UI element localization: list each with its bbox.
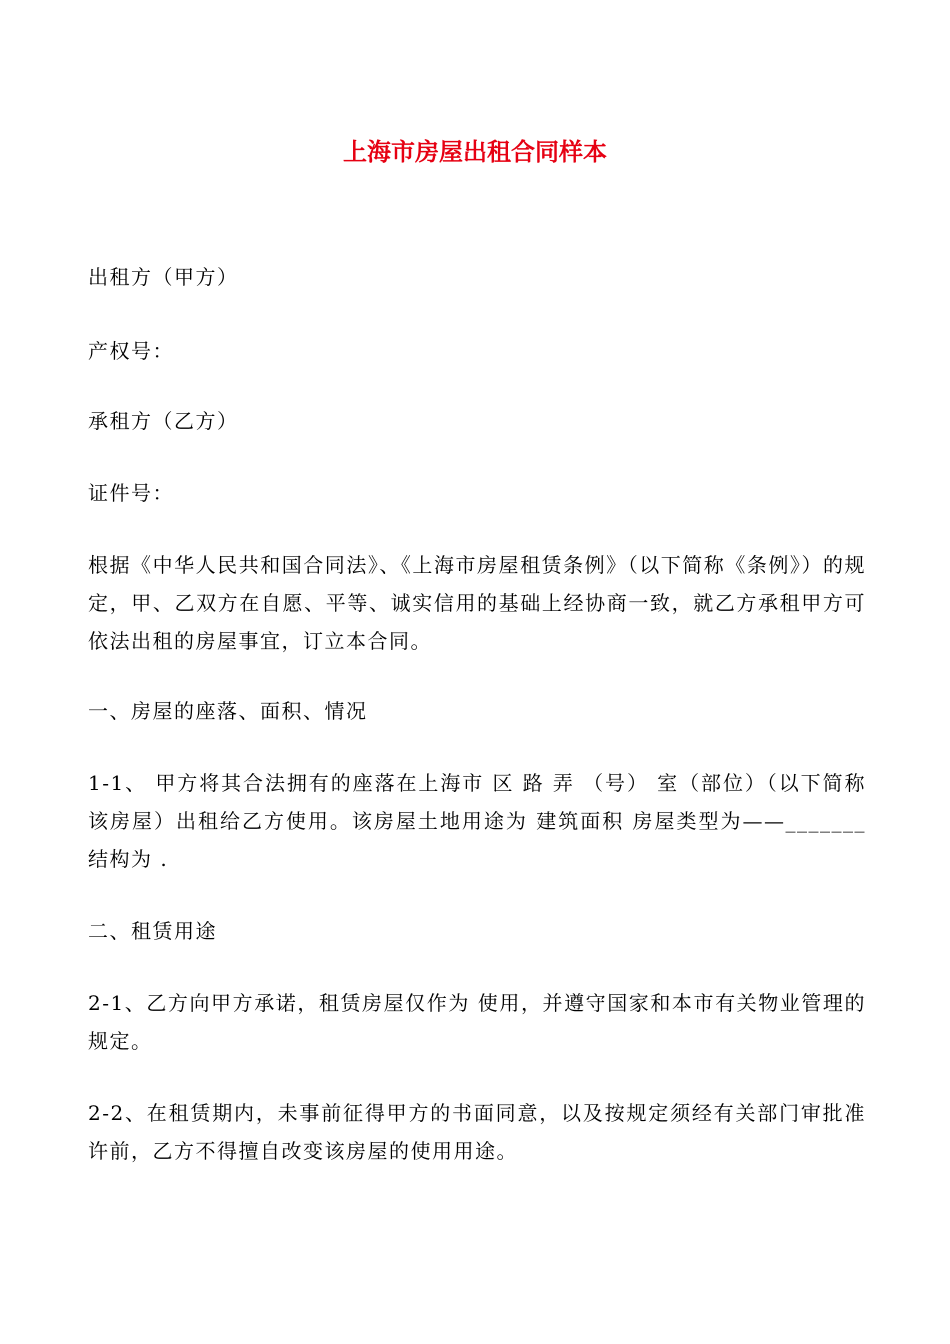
section-1-heading: 一、房屋的座落、面积、情况	[88, 699, 368, 723]
lessor-label: 出租方（甲方）	[88, 265, 239, 289]
section-2-heading: 二、租赁用途	[88, 919, 217, 943]
clause-1-1: 1-1、 甲方将其合法拥有的座落在上海市 区 路 弄 （号） 室（部位）（以下简称该房屋）出租给乙方使用。该房屋土地用途为 建筑面积 房屋类型为——_______结构为 .	[88, 771, 866, 871]
id-number-label: 证件号：	[88, 481, 174, 505]
preamble-paragraph: 根据《中华人民共和国合同法》、《上海市房屋租赁条例》（以下简称《条例》）的规定，甲、乙双方在自愿、平等、诚实信用的基础上经协商一致，就乙方承租甲方可依法出租的房屋事宜，订立本合同。	[88, 553, 866, 653]
lessee-label: 承租方（乙方）	[88, 409, 239, 433]
clause-2-1: 2-1、乙方向甲方承诺，租赁房屋仅作为 使用，并遵守国家和本市有关物业管理的规定。	[88, 991, 866, 1053]
property-number-label: 产权号：	[88, 339, 174, 363]
document-title: 上海市房屋出租合同样本	[343, 138, 607, 166]
clause-2-2: 2-2、在租赁期内，未事前征得甲方的书面同意，以及按规定须经有关部门审批准许前，乙方不得擅自改变该房屋的使用用途。	[88, 1101, 866, 1163]
